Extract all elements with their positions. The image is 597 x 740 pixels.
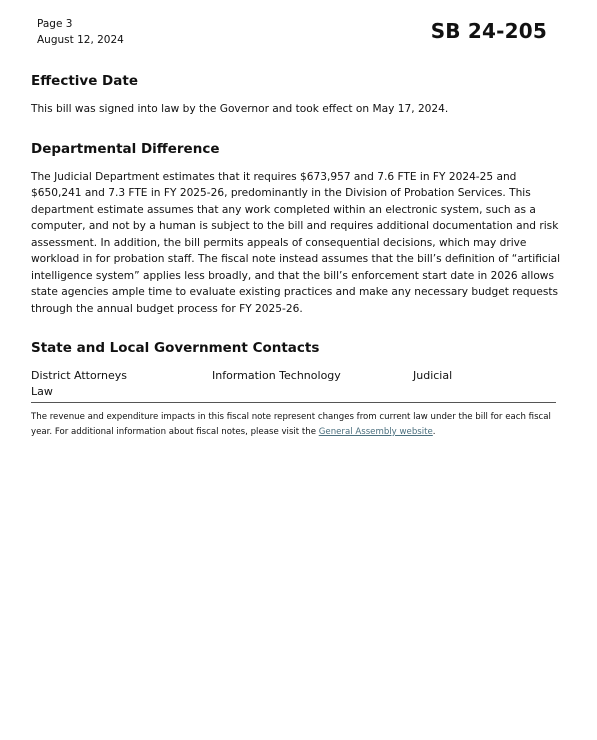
page-number: Page 3 bbox=[37, 18, 73, 30]
contact-item: Judicial bbox=[413, 369, 453, 382]
footnote-divider bbox=[31, 402, 556, 403]
departmental-difference-heading: Departmental Difference bbox=[31, 140, 220, 157]
footnote-end: . bbox=[432, 427, 436, 437]
effective-date-text: This bill was signed into law by the Governor and took effect on May 17, 2024. bbox=[31, 103, 449, 115]
contacts-section bbox=[31, 339, 561, 400]
bill-number: SB 24-205 bbox=[430, 19, 547, 43]
effective-date-section bbox=[31, 72, 561, 118]
header-date: August 12, 2024 bbox=[37, 34, 124, 46]
page-content bbox=[31, 72, 561, 440]
footnote bbox=[31, 410, 556, 440]
contacts-list bbox=[31, 368, 561, 400]
general-assembly-link[interactable]: General Assembly website bbox=[318, 427, 433, 437]
effective-date-heading: Effective Date bbox=[31, 73, 138, 89]
contacts-heading: State and Local Government Contacts bbox=[31, 340, 320, 356]
departmental-difference-section bbox=[31, 140, 561, 318]
departmental-difference-text: The Judicial Department estimates that it requires $673,957 and 7.6 FTE in FY 2024-25 and $650,241 and 7.3 FTE in FY 2025-26, predominantly in the Division of Probation Services. This department estimate assumes that any work completed within an electronic system, such as a computer, and not by a human is subject to the bill and requires additional documentation and risk assessment. In addition, the bill permits appeals of consequential decisions, which may drive workload in for probation staff. The fiscal note instead assumes that the bill’s definition of “artificial intelligence system” applies less broadly, and that the bill’s enforcement start date in 2026 allows state agencies ample time to evaluate existing practices and make any necessary budget requests through the annual budget process for FY 2025-26. bbox=[31, 170, 561, 315]
contact-item: Information Technology bbox=[212, 369, 341, 382]
contact-item: District Attorneys bbox=[31, 369, 128, 382]
footnote-text: The revenue and expenditure impacts in this fiscal note represent changes from current law under the bill for each fiscal year. For additional information about fiscal notes, please visit the bbox=[31, 412, 551, 437]
contact-item: Law bbox=[31, 384, 53, 398]
page-header-meta bbox=[37, 16, 124, 48]
